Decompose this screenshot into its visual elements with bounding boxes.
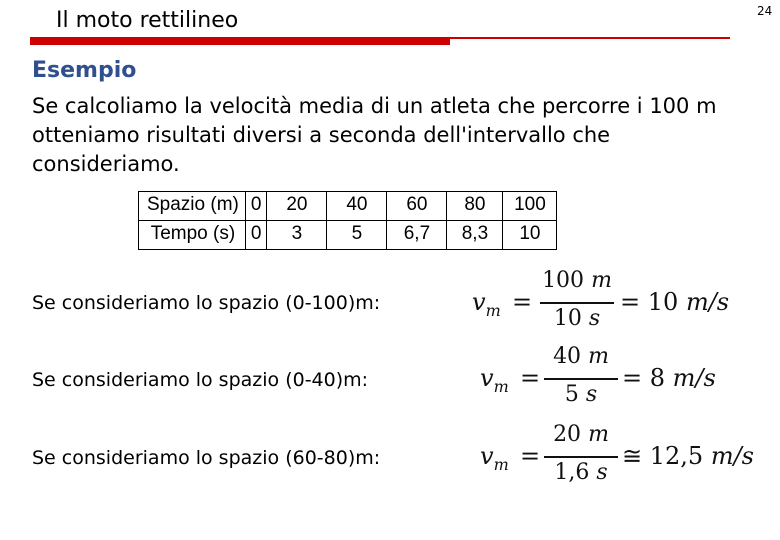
space-time-table xyxy=(138,191,557,250)
formula-numerator: 100 m xyxy=(542,268,612,293)
table-cell: 80 xyxy=(447,192,503,221)
formula-60-80: $v_m$ = 20 m 1,6 s ≅ 12,5 m/s xyxy=(480,422,754,485)
fraction-bar xyxy=(544,378,618,380)
table-row-time xyxy=(139,221,557,250)
fraction-bar xyxy=(544,456,618,458)
table-cell: 60 xyxy=(387,192,447,221)
formula-lhs: $v_m$ xyxy=(480,442,509,474)
title-underline-line xyxy=(450,37,730,39)
page-number: 24 xyxy=(757,4,773,18)
example-paragraph: Se calcoliamo la velocità media di un atleta che percorre i 100 m otteniamo risultati diversi a seconda dell'intervallo che consideriamo. xyxy=(32,94,717,176)
formula-denominator: 1,6 s xyxy=(554,460,608,485)
table-cell: 100 xyxy=(503,192,557,221)
example-heading: Esempio xyxy=(32,58,137,83)
formula-lhs: $v_m$ xyxy=(480,364,509,396)
table-cell: 3 xyxy=(267,221,327,250)
formula-lhs: $v_m$ xyxy=(472,288,501,320)
formula-numerator: 20 m xyxy=(553,422,609,447)
table-cell: 0 xyxy=(245,221,267,250)
formula-0-100: $v_m$ = 100 m 10 s = 10 m/s xyxy=(472,268,730,331)
formula-result: = 10 m/s xyxy=(620,288,730,316)
table-cell: 40 xyxy=(327,192,387,221)
table-header-time: Tempo (s) xyxy=(139,221,246,250)
formula-denominator: 10 s xyxy=(553,306,601,331)
case-label-60-80: Se consideriamo lo spazio (60-80)m: xyxy=(32,447,381,469)
table-row-space xyxy=(139,192,557,221)
formula-result: ≅ 12,5 m/s xyxy=(622,442,754,470)
table-cell: 8,3 xyxy=(447,221,503,250)
fraction-bar xyxy=(540,302,614,304)
table-cell: 5 xyxy=(327,221,387,250)
title-underline-bar xyxy=(30,37,450,45)
table-cell: 20 xyxy=(267,192,327,221)
table-cell: 10 xyxy=(503,221,557,250)
formula-denominator: 5 s xyxy=(564,382,598,407)
table-cell: 0 xyxy=(245,192,267,221)
table-header-space: Spazio (m) xyxy=(139,192,246,221)
table-cell: 6,7 xyxy=(387,221,447,250)
case-label-0-40: Se consideriamo lo spazio (0-40)m: xyxy=(32,369,369,391)
slide-title: Il moto rettilineo xyxy=(56,8,239,33)
formula-numerator: 40 m xyxy=(553,344,609,369)
formula-result: = 8 m/s xyxy=(622,364,716,392)
case-label-0-100: Se consideriamo lo spazio (0-100)m: xyxy=(32,292,381,314)
formula-0-40: $v_m$ = 40 m 5 s = 8 m/s xyxy=(480,344,716,407)
